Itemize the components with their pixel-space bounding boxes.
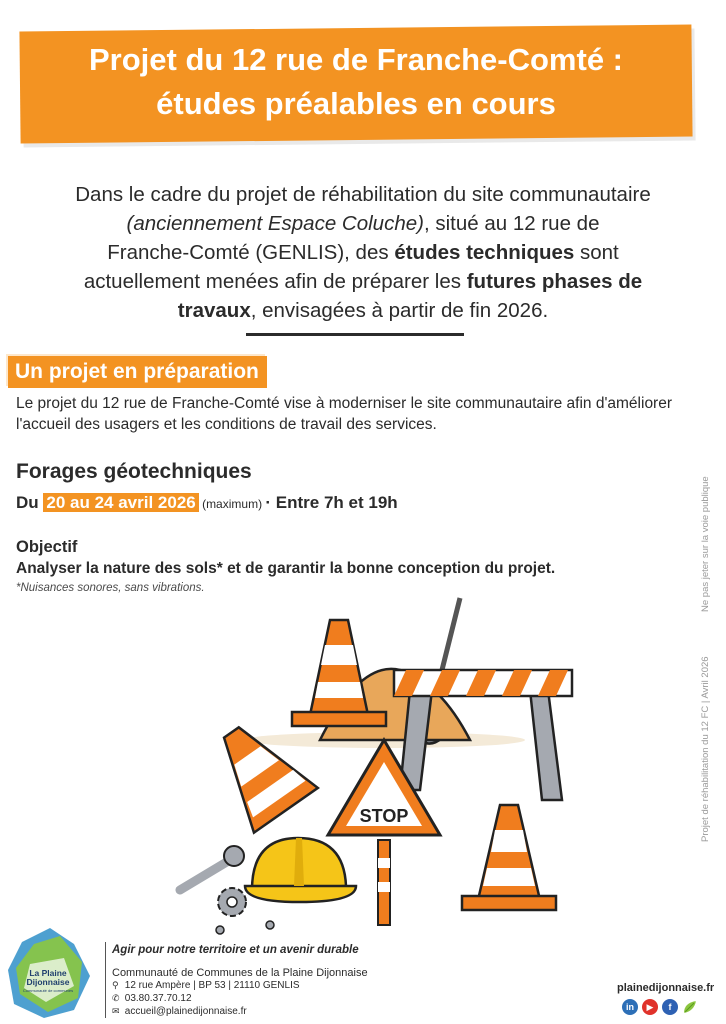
- intro-line-5-rest: , envisagées à partir de fin 2026.: [250, 299, 549, 322]
- wrench-icon: [180, 846, 244, 890]
- title-line-2: études préalables en cours: [156, 86, 556, 121]
- forages-title: Forages géotechniques: [16, 460, 252, 483]
- footer-organisation: Communauté de Communes de la Plaine Dijonnaise: [112, 967, 368, 979]
- objectif-title: Objectif: [16, 538, 78, 556]
- intro-bold-travaux: travaux: [177, 299, 251, 322]
- side-text-recycle: Ne pas jeter sur la voie publique: [700, 476, 711, 612]
- intro-bold-phases: futures phases de: [466, 270, 643, 293]
- footer-address-text: 12 rue Ampère | BP 53 | 21110 GENLIS: [124, 980, 300, 991]
- gear-icon: [218, 888, 246, 916]
- construction-illustration: [170, 590, 600, 950]
- footer-email[interactable]: [112, 1006, 247, 1017]
- intro-line-1: Dans le cadre du projet de réhabilitation du site communautaire: [75, 183, 651, 206]
- intro-bold-etudes: études techniques: [394, 241, 575, 264]
- side-text-reference: Projet de réhabilitation du 12 FC | Avril 2026: [700, 656, 711, 842]
- title-banner: [20, 28, 698, 144]
- traffic-cone-front: [462, 805, 556, 910]
- title-line-1: Projet du 12 rue de Franche-Comté :: [89, 42, 623, 77]
- intro-italic: (anciennement Espace Coluche): [126, 212, 424, 235]
- forages-dates: [16, 493, 398, 513]
- bolt-icon: [216, 926, 224, 934]
- social-links: [622, 999, 698, 1015]
- section-text: Le projet du 12 rue de Franche-Comté vise à moderniser le site communautaire afin d'améliorer l'accueil des usagers et les conditions de travail des services.: [16, 395, 673, 433]
- intro-line-2: [18, 209, 708, 238]
- plaine-dijonnaise-logo: [4, 924, 96, 1020]
- location-pin-icon: ⚲: [112, 980, 119, 990]
- website-link[interactable]: plainedijonnaise.fr: [617, 982, 715, 994]
- stop-sign-text: STOP: [359, 806, 409, 826]
- intro-line-2-rest: , situé au 12 rue de: [423, 212, 600, 235]
- phone-icon: ✆: [112, 993, 120, 1003]
- footer-slogan: Agir pour notre territoire et un avenir durable: [112, 944, 359, 956]
- footer-address: [112, 980, 300, 991]
- dates-highlight: 20 au 24 avril 2026: [43, 493, 198, 512]
- dates-prefix: Du: [16, 493, 44, 512]
- dates-maximum: (maximum): [198, 497, 266, 511]
- linkedin-icon[interactable]: in: [622, 999, 638, 1015]
- footer-phone: [112, 993, 192, 1004]
- section-heading: Un projet en préparation: [8, 356, 267, 388]
- footer-phone-text: 03.80.37.70.12: [124, 993, 192, 1004]
- logo-line-3: Communauté de communes: [22, 988, 74, 993]
- traffic-cone-fallen: [199, 710, 317, 833]
- leaf-icon[interactable]: [682, 999, 698, 1015]
- intro-line-3: [18, 238, 708, 267]
- objectif-note: *Nuisances sonores, sans vibrations.: [16, 582, 205, 594]
- mail-icon: ✉: [112, 1006, 120, 1016]
- divider-line: [246, 333, 464, 336]
- intro-line-4: [18, 267, 708, 296]
- intro-line-5: [18, 296, 708, 325]
- youtube-icon[interactable]: ▶: [642, 999, 658, 1015]
- intro-line-3-b: sont: [574, 241, 619, 264]
- intro-paragraph: [18, 180, 708, 325]
- hard-hat-icon: [245, 838, 356, 902]
- footer-separator: [105, 942, 106, 1018]
- facebook-icon[interactable]: f: [662, 999, 678, 1015]
- intro-line-4-a: actuellement menées afin de préparer les: [83, 270, 467, 293]
- logo-line-2: Dijonnaise: [26, 977, 70, 987]
- dates-hours: · Entre 7h et 19h: [265, 493, 398, 512]
- nut-icon: [266, 921, 274, 929]
- intro-line-3-a: Franche-Comté (GENLIS), des: [107, 241, 395, 264]
- objectif-text: Analyser la nature des sols* et de garantir la bonne conception du projet.: [16, 560, 556, 577]
- logo-line-1: La Plaine: [29, 968, 67, 978]
- footer-email-text[interactable]: accueil@plainedijonnaise.fr: [124, 1006, 247, 1017]
